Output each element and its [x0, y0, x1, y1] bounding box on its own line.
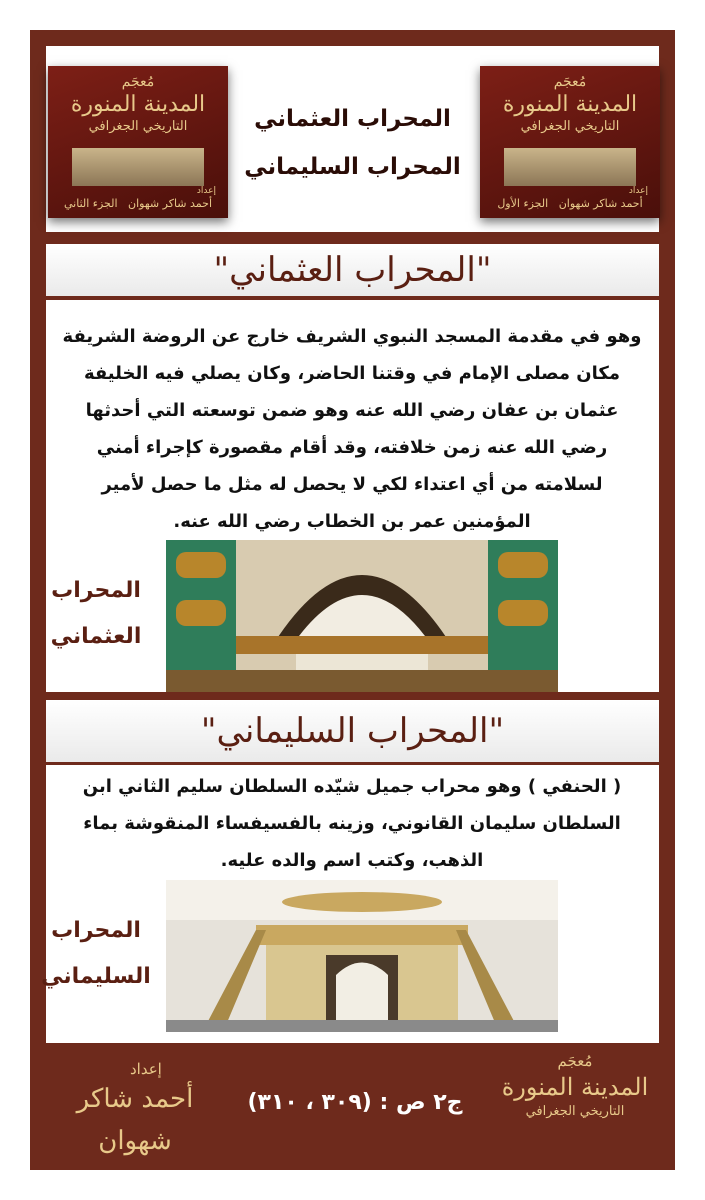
- footer-logo: [500, 1052, 650, 1119]
- book-cover-right: [480, 66, 660, 218]
- book-label-sub: التاريخي الجغرافي: [520, 119, 620, 134]
- footer-author-name: أحمد شاكر شهوان: [76, 1084, 194, 1156]
- book-label-main: المدينة المنورة: [70, 92, 206, 117]
- sulaymani-mihrab-photo: [166, 880, 558, 1032]
- title-line-2: المحراب السليماني: [244, 154, 461, 180]
- sulaymani-mihrab-illustration: [166, 880, 558, 1032]
- ottoman-mihrab-illustration: [166, 540, 558, 692]
- book-author-prefix: إعداد: [628, 186, 648, 196]
- section2-banner-text: "المحراب السليماني": [200, 711, 505, 751]
- book-label-main: المدينة المنورة: [502, 92, 638, 117]
- book-volume: الجزء الأول: [497, 197, 549, 210]
- label-line-1: المحراب: [51, 578, 141, 603]
- book-cover-image: [72, 148, 204, 186]
- header-title: [230, 95, 475, 191]
- book-cover-left: [48, 66, 228, 218]
- book-author-prefix: إعداد: [196, 186, 216, 196]
- book-author-row: [480, 197, 660, 210]
- title-line-1: المحراب العثماني: [254, 106, 451, 132]
- book-author: أحمد شاكر شهوان: [128, 197, 213, 210]
- book-author-row: [48, 197, 228, 210]
- label-line-2: العثماني: [50, 624, 142, 649]
- footer-reference: ج٢ ص : (٣٠٩ ، ٣١٠): [247, 1090, 463, 1115]
- footer-author: [40, 1060, 230, 1162]
- section2-paragraph: ( الحنفي ) وهو محراب جميل شيّده السلطان سليم الثاني ابن السلطان سليمان القانوني، وزينه بالفسيفساء المنقوشة بماء الذهب، وكتب اسم والده عليه.: [82, 776, 622, 871]
- section2-label: [36, 908, 156, 1000]
- footer-author-prefix: إعداد: [130, 1060, 162, 1078]
- book-label-top: مُعجَم: [121, 74, 155, 90]
- book-author: أحمد شاكر شهوان: [558, 197, 643, 210]
- label-line-1: المحراب: [51, 918, 141, 943]
- section2-banner: [46, 700, 659, 762]
- section1-label: [36, 568, 156, 660]
- footer-logo-top: مُعجَم: [557, 1052, 593, 1070]
- book-volume: الجزء الثاني: [63, 197, 118, 210]
- ottoman-mihrab-photo: [166, 540, 558, 692]
- footer-logo-main: المدينة المنورة: [501, 1073, 649, 1101]
- section1-paragraph: وهو في مقدمة المسجد النبوي الشريف خارج عن الروضة الشريفة مكان مصلى الإمام في وقتنا الحاضر، وكان يصلي فيه الخليفة عثمان بن عفان رضي الله عنه وهو ضمن توسعته التي أحدثها رضي الله عنه زمن خلافته، وقد أقام مقصورة كإجراء أمني لسلامته من أي اعتداء لكي لا يحصل له مثل ما حصل لأمير المؤمنين عمر بن الخطاب رضي الله عنه.: [62, 326, 642, 532]
- book-label-sub: التاريخي الجغرافي: [88, 119, 188, 134]
- label-line-2: السليماني: [41, 964, 151, 989]
- book-cover-image: [504, 148, 636, 186]
- section1-banner: [46, 244, 659, 296]
- section1-banner-text: "المحراب العثماني": [213, 250, 492, 290]
- book-label-top: مُعجَم: [553, 74, 587, 90]
- footer-logo-sub: التاريخي الجغرافي: [525, 1104, 625, 1119]
